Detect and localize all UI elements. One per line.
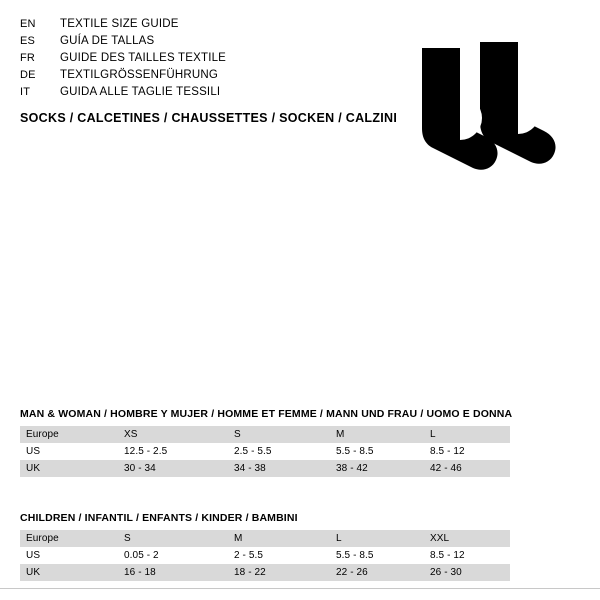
- table-row: [20, 426, 510, 443]
- language-row: [20, 84, 360, 101]
- table-cell: L: [330, 530, 424, 547]
- adult-size-table: [20, 426, 510, 477]
- table-row: [20, 547, 510, 564]
- table-cell: 2.5 - 5.5: [228, 443, 330, 460]
- table-cell: L: [424, 426, 510, 443]
- language-code: EN: [20, 18, 36, 30]
- table-cell: Europe: [20, 530, 118, 547]
- table-cell: 26 - 30: [424, 564, 510, 581]
- table-cell: 12.5 - 2.5: [118, 443, 228, 460]
- language-label: GUIDA ALLE TAGLIE TESSILI: [60, 86, 221, 98]
- adult-section-title: MAN & WOMAN / HOMBRE Y MUJER / HOMME ET FEMME / MANN UND FRAU / UOMO E DONNA: [20, 408, 513, 420]
- adult-size-section: [20, 408, 513, 477]
- table-cell: M: [228, 530, 330, 547]
- language-row: [20, 67, 360, 84]
- language-label: GUÍA DE TALLAS: [60, 35, 155, 47]
- table-cell: 18 - 22: [228, 564, 330, 581]
- language-code: IT: [20, 86, 31, 98]
- table-cell: 16 - 18: [118, 564, 228, 581]
- language-row: [20, 50, 360, 67]
- language-label: TEXTILGRÖSSENFÜHRUNG: [60, 69, 218, 81]
- table-cell: XS: [118, 426, 228, 443]
- language-label: TEXTILE SIZE GUIDE: [60, 18, 179, 30]
- children-size-table: [20, 530, 510, 581]
- table-cell: 34 - 38: [228, 460, 330, 477]
- table-cell: 2 - 5.5: [228, 547, 330, 564]
- table-cell: M: [330, 426, 424, 443]
- table-cell: UK: [20, 564, 118, 581]
- children-section-title: CHILDREN / INFANTIL / ENFANTS / KINDER / BAMBINI: [20, 512, 298, 524]
- language-code: DE: [20, 69, 36, 81]
- pair-of-socks-icon: [408, 22, 578, 172]
- table-cell: 5.5 - 8.5: [330, 443, 424, 460]
- language-row: [20, 33, 360, 50]
- table-cell: 38 - 42: [330, 460, 424, 477]
- table-cell: 42 - 46: [424, 460, 510, 477]
- table-cell: S: [228, 426, 330, 443]
- table-cell: XXL: [424, 530, 510, 547]
- bottom-divider: [0, 588, 600, 589]
- table-row: [20, 530, 510, 547]
- table-cell: 5.5 - 8.5: [330, 547, 424, 564]
- language-list: [20, 16, 360, 101]
- table-row: [20, 443, 510, 460]
- table-cell: US: [20, 547, 118, 564]
- table-cell: 30 - 34: [118, 460, 228, 477]
- table-cell: 8.5 - 12: [424, 547, 510, 564]
- table-cell: S: [118, 530, 228, 547]
- table-cell: 8.5 - 12: [424, 443, 510, 460]
- page-title: SOCKS / CALCETINES / CHAUSSETTES / SOCKEN / CALZINI: [20, 111, 398, 125]
- children-size-section: [20, 512, 480, 581]
- table-row: [20, 460, 510, 477]
- table-cell: 0.05 - 2: [118, 547, 228, 564]
- language-code: FR: [20, 52, 36, 64]
- table-row: [20, 564, 510, 581]
- language-label: GUIDE DES TAILLES TEXTILE: [60, 52, 227, 64]
- language-code: ES: [20, 35, 36, 47]
- table-cell: Europe: [20, 426, 118, 443]
- language-row: [20, 16, 360, 33]
- table-cell: UK: [20, 460, 118, 477]
- table-cell: 22 - 26: [330, 564, 424, 581]
- table-cell: US: [20, 443, 118, 460]
